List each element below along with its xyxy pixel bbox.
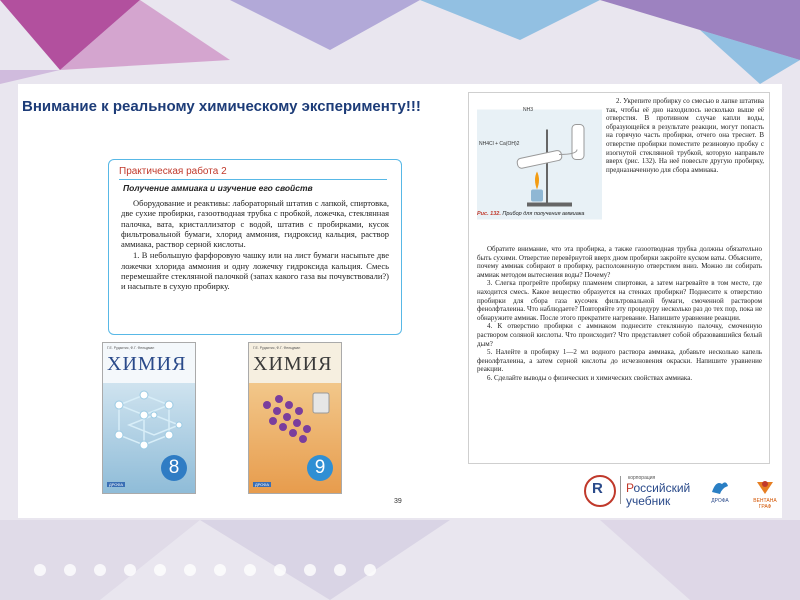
step-5-paragraph: 5. Налейте в пробирку 1—2 мл водного раствора аммиака, добавьте несколько капель фенолфталеина, а затем серной кислоты до исчезновения окраски. Напишите уравнение реакции. <box>477 348 762 374</box>
drofa-logo <box>710 478 730 504</box>
ventana-graf-label: ВЕНТАНА ГРАФ <box>753 498 777 510</box>
step-6-paragraph: 6. Сделайте выводы о физических и химических свойствах аммиака. <box>487 373 693 382</box>
page-text-right-column <box>606 97 764 174</box>
step-3-paragraph: 3. Слегка прогрейте пробирку пламенем спиртовки, а затем нагревайте в том месте, где находится смесь. Какое вещество образуется на стенках пробирки? Поднесите к отверстию пробирки для сбора газа кусочек фильтровальной бумаги, смоченной раствором фенолфталеина. Что наблюдаете? Повторяйте эту процедуру несколько раз до тех пор, пока не обнаружите аммиак. После этого прекратите нагревание. Напишите уравнение реакции. <box>477 279 762 322</box>
step-4-paragraph: 4. К отверстию пробирки с аммиаком поднесите стеклянную палочку, смоченную раствором соляной кислоты. Что происходит? Что представляет собой образовавшийся белый дым? <box>477 322 762 348</box>
ventana-graf-logo <box>748 478 782 510</box>
grade-badge: 8 <box>161 455 187 481</box>
corp-name-line1 <box>626 481 690 495</box>
note-paragraph: Обратите внимание, что эта пробирка, а также газоотводная трубка должны обязательно быть сухими. Отверстие перевёрнутой вверх дном пробирки закройте куском ваты. Объясните, почему аммиак собирают в пробирку, расположенную отверстием вниз. Можно ли собирать аммиак методом вытеснения воды? Почему? <box>477 245 762 279</box>
page-number: 39 <box>394 498 402 505</box>
slide-content <box>18 84 782 518</box>
figure-caption <box>477 211 587 218</box>
practical-work-body <box>121 198 389 293</box>
russian-textbook-logo-icon: R <box>584 475 616 507</box>
grade-badge: 9 <box>307 455 333 481</box>
step-1-paragraph: 1. В небольшую фарфоровую чашку или на лист бумаги насыпьте две ложечки хлорида аммония и одну ложечку гидроксида кальция. Смесь перемешайте стеклянной палочкой (запах какого газа вы почувствовали?) и насыпьте в сухую пробирку. <box>121 250 389 292</box>
drofa-label: ДРОФА <box>711 498 729 504</box>
practical-work-box <box>108 159 402 335</box>
figure-label-reagents: NH4Cl + Ca(OH)2 <box>479 141 520 147</box>
step-2-paragraph: 2. Укрепите пробирку со смесью в лапке штатива так, чтобы её дно находилось несколько выше её отверстия. В противном случае капли воды, образующейся в результате реакции, могут попасть на горячую часть пробирки, отчего она треснет. В отверстие пробирки поместите резиновую пробку с изогнутой стеклянной трубкой, которую направьте вверх (рис. 132). На неё повесьте другую пробирку, предназначенную для сбора аммиака. <box>606 97 764 174</box>
page-text-full-column <box>477 245 762 383</box>
publisher-label: ДРОФА <box>109 482 124 487</box>
figure-caption-number: Рис. 132. <box>477 211 501 217</box>
practical-work-subheading: Получение аммиака и изучение его свойств <box>123 183 313 193</box>
crystal-lattice-image <box>109 385 189 455</box>
drofa-bird-icon <box>710 478 730 496</box>
equipment-paragraph: Оборудование и реактивы: лабораторный штатив с лапкой, спиртовка, две сухие пробирки, газоотводная трубка с пробкой, ложечка, стеклянная палочка, вата, кристаллизатор с водой, штатив с пробирками, кусок фильтровальной бумаги, хлорид аммония, гидроксид кальция, раствор аммиака, раствор серной кислоты. <box>121 198 389 250</box>
figure-caption-text: Прибор для получения аммиака <box>502 211 585 217</box>
figure-label-nh3: NH3 <box>523 107 534 113</box>
logo-divider <box>620 476 621 504</box>
molecular-structure-image <box>255 385 335 455</box>
corp-name-accent: Р <box>626 481 634 495</box>
corp-name-line2: учебник <box>626 494 671 508</box>
book-title: ХИМИЯ <box>253 353 333 375</box>
publisher-label: ДРОФА <box>255 482 270 487</box>
textbook-page-scan <box>468 92 770 464</box>
book-title: ХИМИЯ <box>107 353 187 375</box>
book-authors: Г.Е. Рудзитис, Ф.Г. Фельдман <box>253 346 301 350</box>
heading-rule <box>119 179 387 180</box>
book-authors: Г.Е. Рудзитис, Ф.Г. Фельдман <box>107 346 155 350</box>
corp-label: корпорация <box>628 475 656 481</box>
textbook-cover-grade-8 <box>102 342 196 494</box>
textbook-cover-grade-9 <box>248 342 342 494</box>
slide-title: Внимание к реальному химическому эксперименту!!! <box>22 98 421 115</box>
corp-name-rest: оссийский <box>633 481 691 495</box>
ventana-graf-icon <box>755 478 775 496</box>
practical-work-heading: Практическая работа 2 <box>119 166 227 177</box>
